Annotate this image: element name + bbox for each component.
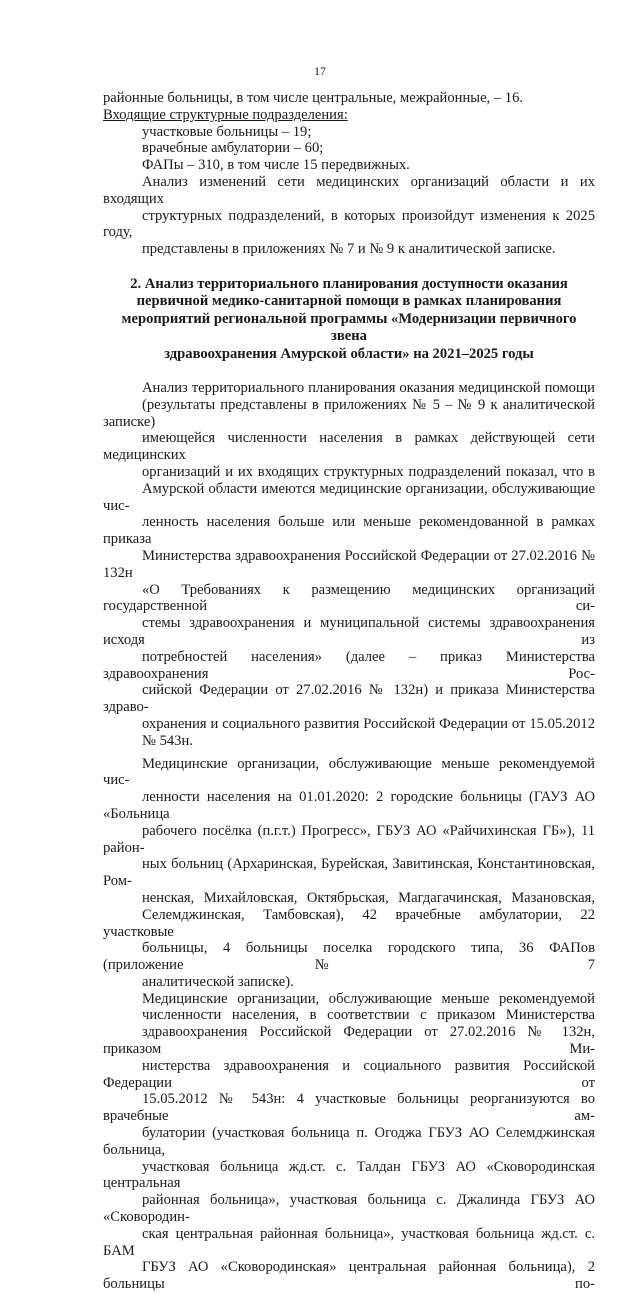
text-line: представлены в приложениях № 7 и № 9 к аналитической записке. [142,241,556,258]
text-line: районная больница», участковая больница с. Джалинда ГБУЗ АО «Сковородин- [103,1192,595,1226]
document-body [103,90,595,1293]
text-line: численности населения, в соответствии с приказом Министерства [142,1007,595,1024]
text-line: ская центральная районная больница», участковая больница жд.ст. с. БАМ [103,1225,595,1259]
text-line: больницы, 4 больницы поселка городского типа, 36 ФАПов (приложение № 7 [103,940,595,974]
text-line: нистерства здравоохранения и социального развития Российской Федерации от [103,1057,595,1091]
text-line: «О Требованиях к размещению медицинских организаций государственной си- [103,581,595,615]
text-line: ГБУЗ АО «Сковородинская» центральная районная больница), 2 больницы по- [103,1259,595,1293]
text-line: потребностей населения» (далее – приказ Министерства здравоохранения Рос- [103,648,595,682]
text-line: Амурской области имеются медицинские организации, обслуживающие чис- [103,480,595,514]
section-heading [103,276,595,363]
heading-line: мероприятий региональной программы «Модернизации первичного звена [121,310,577,345]
text-line: Анализ территориального планирования оказания медицинской помощи [142,380,595,396]
subdivisions-heading [103,107,595,124]
text-line: ных больниц (Архаринская, Бурейская, Завитинская, Константиновская, Ром- [103,856,595,890]
text-line: (результаты представлены в приложениях № 5 – № 9 к аналитической записке) [103,396,595,430]
page-number: 17 [314,64,326,78]
text-line: организаций и их входящих структурных подразделений показал, что в [142,463,595,480]
intro-line: районные больницы, в том числе центральные, межрайонные, – 16. [103,90,524,106]
text-line: ленность населения больше или меньше рекомендованной в рамках приказа [103,514,595,548]
text-line: охранения и социального развития Российской Федерации от 15.05.2012 [142,715,595,732]
text-line: участковая больница жд.ст. с. Талдан ГБУЗ АО «Сковородинская центральная [103,1158,595,1192]
text-line: № 543н. [142,732,193,749]
list-item-faps: ФАПы – 310, в том числе 15 передвижных. [142,157,410,174]
text-line: Анализ изменений сети медицинских организаций области и их входящих [103,173,595,207]
text-line: Министерства здравоохранения Российской Федерации от 27.02.2016 № 132н [103,547,595,581]
text-line: ненская, Михайловская, Октябрьская, Магдагачинская, Мазановская, [142,889,595,906]
heading-line: здравоохранения Амурской области» на 2021–2025 годы [164,345,534,362]
heading-line: 2. Анализ территориального планирования доступности оказания [130,275,568,292]
analysis-paragraph [103,174,595,258]
text-line: ленности населения на 01.01.2020: 2 городские больницы (ГАУЗ АО «Больница [103,789,595,822]
text-line: Селемджинская, Тамбовская), 42 врачебные амбулатории, 22 участковые [103,906,595,940]
text-line: Медицинские организации, обслуживающие меньше рекомендуемой [142,990,595,1007]
paragraph-reorganization [103,991,595,1293]
subdivisions-heading-text: Входящие структурные подразделения: [103,106,348,123]
text-line: сийской Федерации от 27.02.2016 № 132н) и приказа Министерства здраво- [103,682,595,716]
paragraph-analysis [103,380,595,750]
text-line: аналитической записке). [142,973,294,990]
list-item-ambulatories: врачебные амбулатории – 60; [142,140,324,157]
text-line: булатории (участковая больница п. Огоджа ГБУЗ АО Селемджинская больница, [103,1125,595,1158]
list-item-district-hospitals: участковые больницы – 19; [142,123,312,140]
heading-line: первичной медико-санитарной помощи в рамках планирования [136,293,562,310]
text-line: стемы здравоохранения и муниципальной системы здравоохранения исходя из [103,615,595,648]
paragraph-organizations [103,756,595,991]
text-line: рабочего посёлка (п.г.т.) Прогресс», ГБУЗ АО «Райчихинская ГБ»), 11 район- [103,822,595,856]
text-line: структурных подразделений, в которых произойдут изменения к 2025 году, [103,207,595,241]
text-line: имеющейся численности населения в рамках действующей сети медицинских [103,430,595,464]
text-line: Медицинские организации, обслуживающие меньше рекомендуемой чис- [103,755,595,789]
text-line: 15.05.2012 № 543н: 4 участковые больницы реорганизуются во врачебные ам- [103,1091,595,1125]
text-line: здравоохранения Российской Федерации от 27.02.2016 № 132н, приказом Ми- [103,1024,595,1058]
